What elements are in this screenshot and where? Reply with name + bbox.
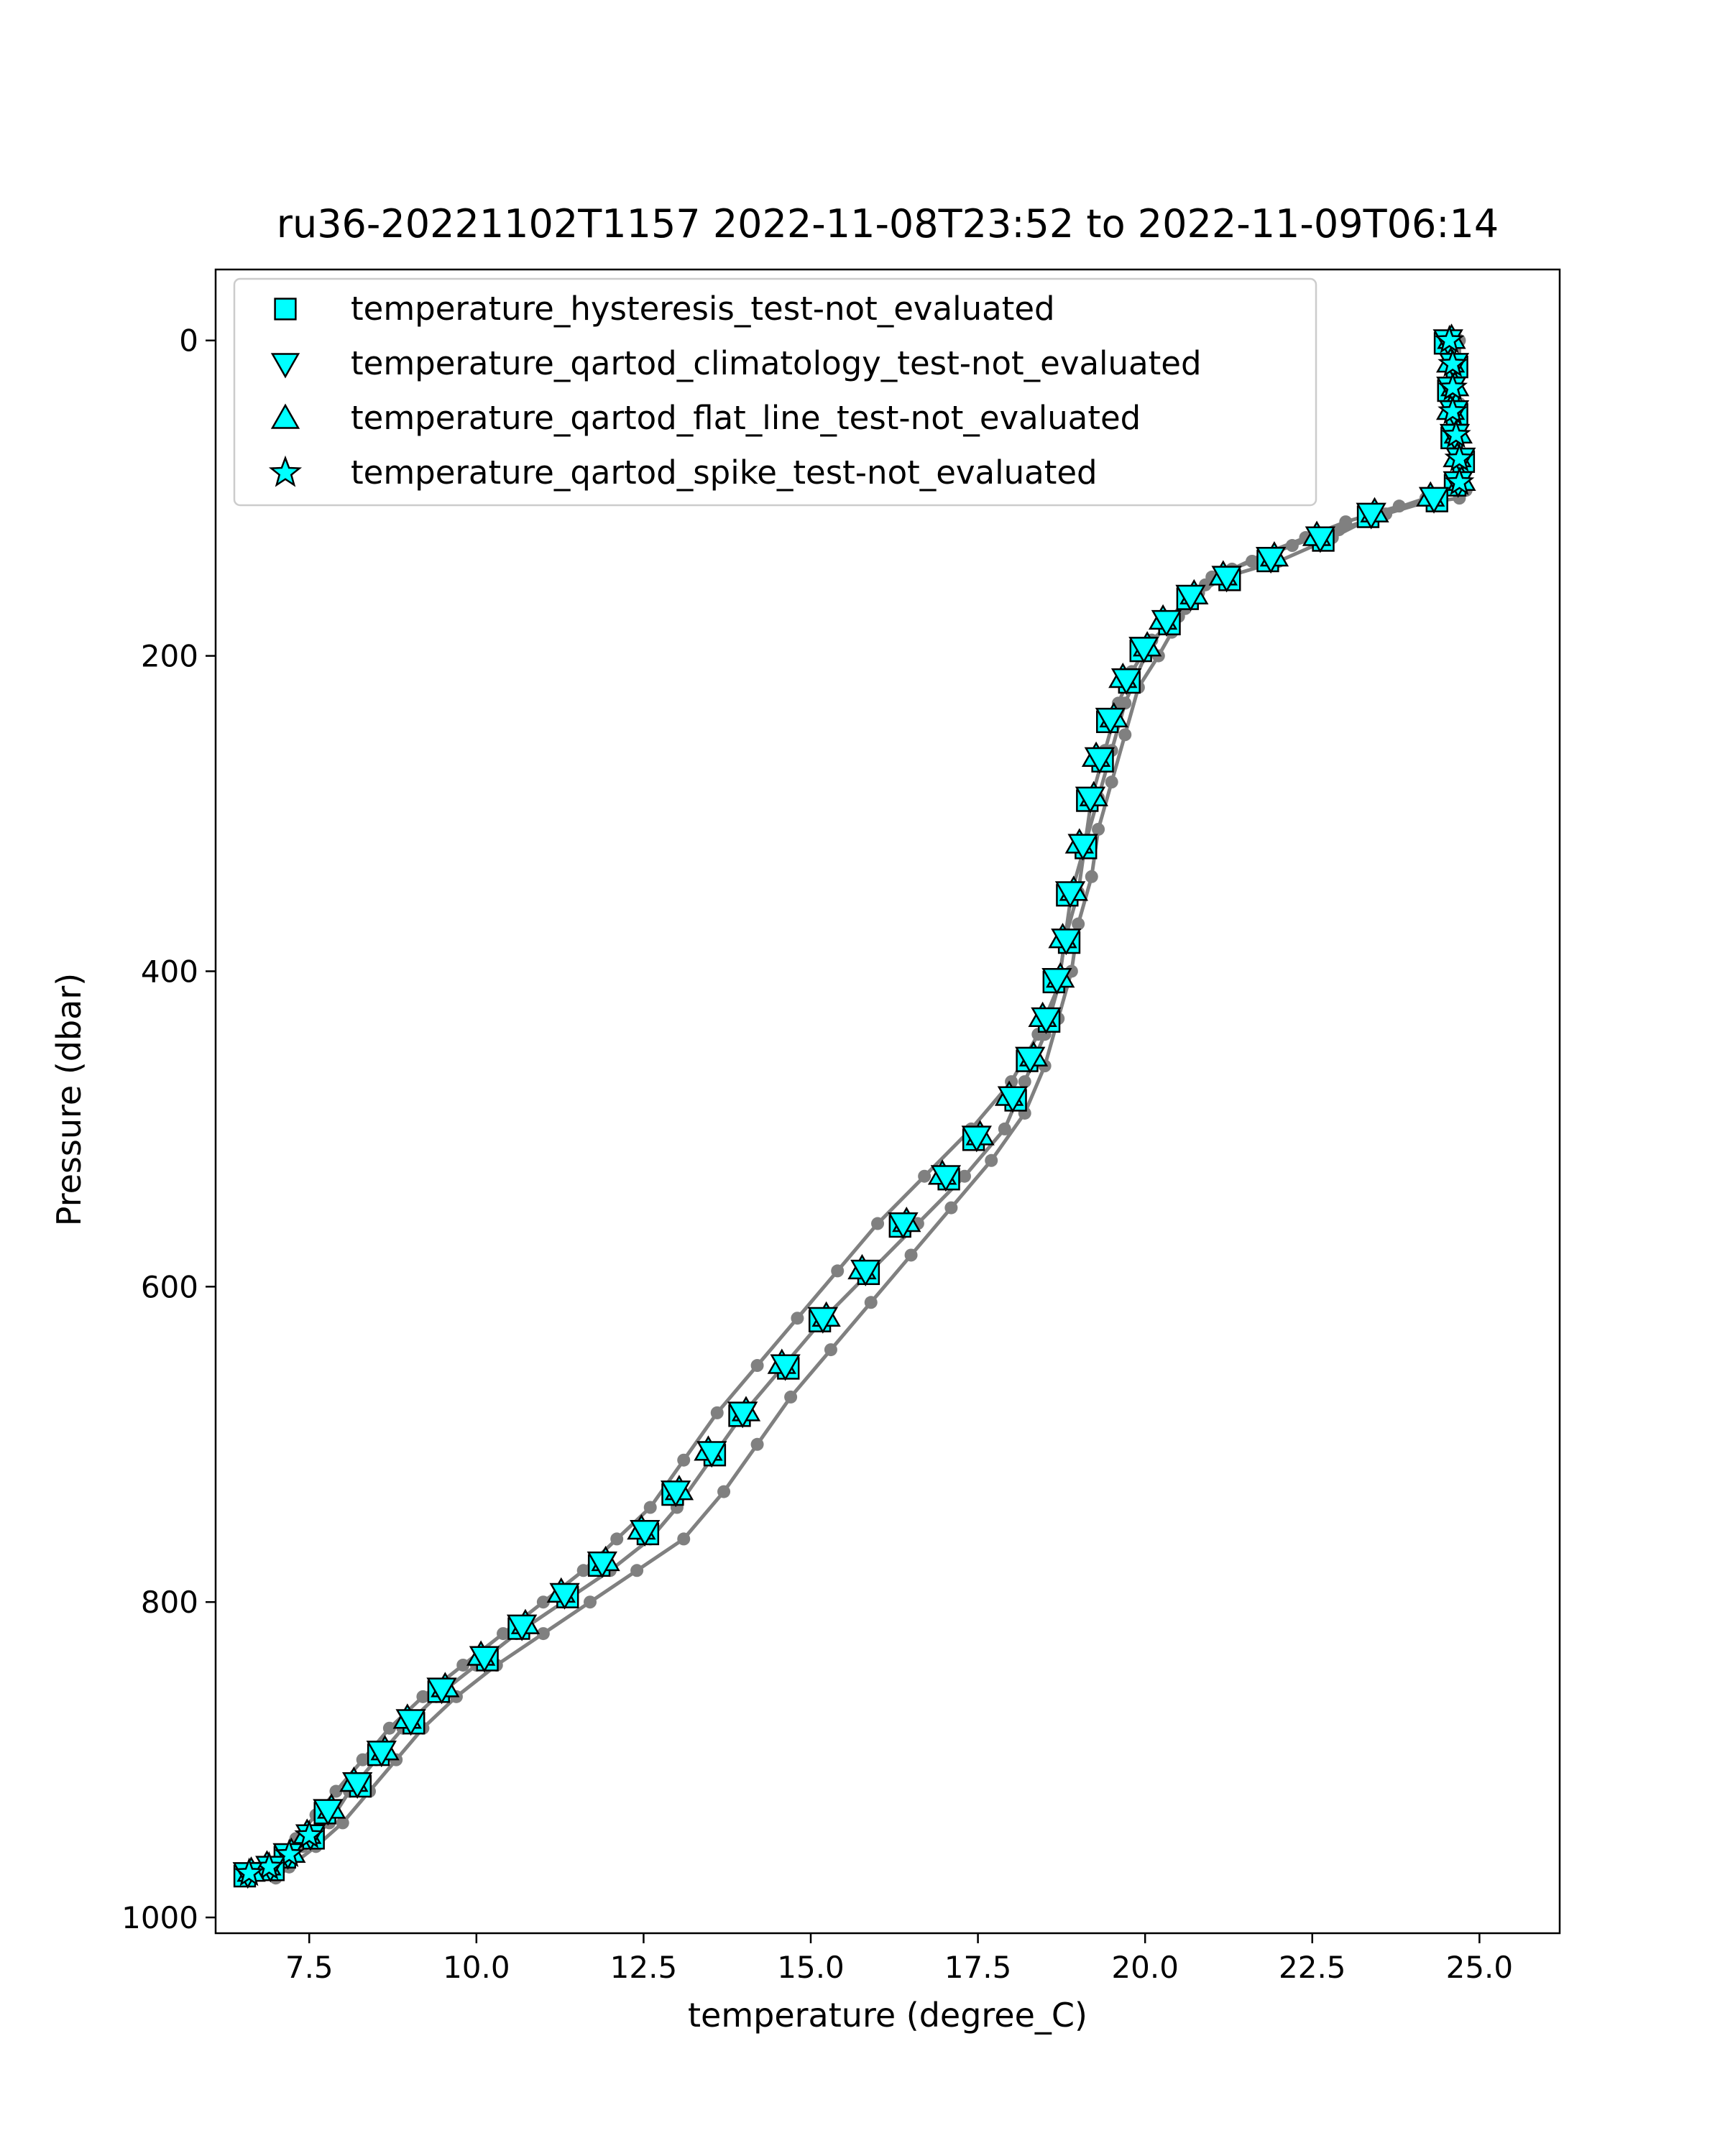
profile-point [791, 1312, 804, 1325]
y-axis [121, 323, 216, 1935]
y-tick-label: 600 [140, 1269, 198, 1305]
plot-area [234, 326, 1475, 1887]
y-axis-label: Pressure (dbar) [50, 972, 88, 1227]
x-tick-label: 25.0 [1445, 1950, 1514, 1985]
profile-point [1085, 870, 1098, 883]
y-tick-label: 1000 [121, 1900, 198, 1936]
legend-label: temperature_qartod_spike_test-not_evaluated [351, 453, 1098, 492]
legend-marker-square [275, 299, 296, 320]
profile-line [276, 341, 1463, 1878]
profile-point [644, 1501, 657, 1514]
x-axis [285, 1933, 1513, 1985]
legend-label: temperature_qartod_climatology_test-not_evaluated [351, 344, 1202, 382]
profile-point [985, 1154, 998, 1167]
profile-line [269, 341, 1459, 1870]
profile-point [1118, 696, 1131, 709]
x-tick-label: 12.5 [610, 1950, 678, 1985]
y-tick-label: 400 [140, 954, 198, 990]
profile-point [610, 1532, 623, 1545]
x-tick-label: 15.0 [777, 1950, 845, 1985]
profile-point [584, 1595, 597, 1608]
x-tick-label: 22.5 [1279, 1950, 1346, 1985]
profile-point [751, 1359, 764, 1372]
legend-label: temperature_hysteresis_test-not_evaluated [351, 290, 1055, 328]
x-tick-label: 7.5 [285, 1950, 334, 1985]
y-tick-label: 0 [179, 323, 198, 359]
y-tick-label: 800 [140, 1585, 198, 1621]
profile-point [824, 1343, 837, 1356]
profile-point [630, 1564, 643, 1577]
profile-point [944, 1202, 957, 1215]
x-axis-label: temperature (degree_C) [688, 1996, 1087, 2035]
profile-point [677, 1532, 690, 1545]
x-tick-label: 10.0 [443, 1950, 510, 1985]
profile-point [717, 1485, 730, 1498]
profile-point [1286, 539, 1299, 552]
profile-point [1092, 823, 1105, 836]
profile-point [905, 1248, 918, 1261]
chart-title: ru36-20221102T1157 2022-11-08T23:52 to 2022-11-09T06:14 [276, 201, 1499, 247]
legend-label: temperature_qartod_flat_line_test-not_evaluated [351, 399, 1141, 437]
profile-point [711, 1406, 724, 1419]
profile-point [865, 1296, 878, 1309]
profile-line [256, 341, 1466, 1874]
profile-point [918, 1170, 931, 1183]
y-tick-label: 200 [140, 638, 198, 674]
legend [234, 279, 1316, 505]
profile-point [677, 1454, 690, 1467]
profile-point [1018, 1075, 1031, 1088]
profile-point [831, 1264, 844, 1277]
profile-point [1105, 775, 1118, 788]
x-tick-label: 17.5 [944, 1950, 1012, 1985]
x-tick-label: 20.0 [1111, 1950, 1179, 1985]
profile-point [871, 1217, 884, 1230]
profile-point [1072, 918, 1085, 931]
profile-point [1118, 728, 1131, 741]
profile-point [751, 1438, 764, 1451]
profile-point [784, 1391, 797, 1404]
